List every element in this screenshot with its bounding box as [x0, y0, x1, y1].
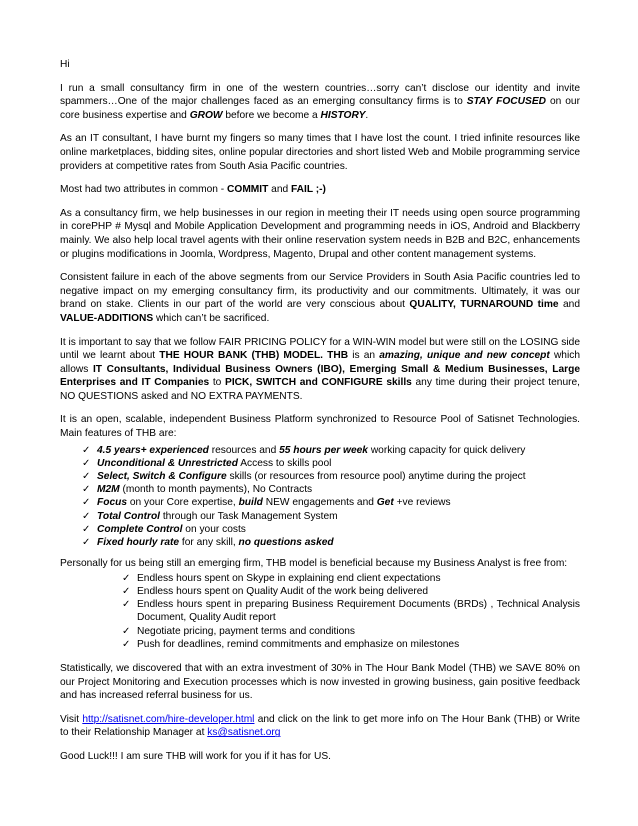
check-icon: ✓ — [82, 497, 91, 509]
text: any time during their project tenure, NO QUESTIONS asked and NO EXTRA PAYMENTS. — [60, 377, 580, 402]
text: Consistent failure in each of the above segments from our Service Providers in South Asia Pacific countries led to negative impact on my emerging consultancy firm, its productivity and our commitments. Ultimately, it was our brand on stake. Clients in our part of the world are very conscious about — [60, 272, 580, 311]
emphasis: QUALITY, TURNAROUND time — [409, 299, 559, 311]
emphasis: VALUE-ADDITIONS — [60, 312, 154, 324]
text: on your costs — [182, 523, 246, 535]
emphasis: IT Consultants, Individual Business Owners (IBO), Emerging Small & Medium Businesses, Large Enterprises and IT Companies — [60, 363, 581, 389]
emphasis: Fixed hourly rate — [97, 537, 180, 549]
text: Most had two attributes in common - — [60, 184, 228, 196]
list-item — [122, 572, 580, 585]
text: Visit — [60, 713, 83, 725]
check-icon: ✓ — [82, 444, 91, 456]
list-item — [122, 638, 580, 651]
emphasis: COMMIT — [227, 184, 269, 196]
text: . — [365, 109, 369, 121]
emphasis: THE HOUR BANK (THB) MODEL. THB — [159, 350, 349, 362]
list-item — [82, 483, 580, 496]
text: Negotiate pricing, payment terms and conditions — [137, 625, 356, 637]
list-item — [82, 457, 580, 470]
text: is an — [348, 350, 380, 362]
paragraph-personal: Personally for us being still an emerging firm, THB model is beneficial because my Business Analyst is free from: — [60, 558, 568, 570]
emphasis: STAY FOCUSED — [466, 96, 546, 108]
text: +ve reviews — [393, 497, 451, 509]
paragraph-platform: It is an open, scalable, independent Business Platform synchronized to Resource Pool of Satisnet Technologies. Main features of THB are: — [60, 414, 580, 440]
check-icon: ✓ — [82, 457, 91, 469]
paragraph-thb-model — [60, 336, 580, 404]
text: (month to month payments), No Contracts — [119, 484, 313, 496]
emphasis: GROW — [189, 109, 223, 121]
greeting: Hi — [60, 59, 70, 70]
check-icon: ✓ — [122, 586, 131, 598]
paragraph-experience: As an IT consultant, I have burnt my fingers so many times that I have lost the count. I tried infinite resources like online marketplaces, bidding sites, online popular directories and short listed Web and Mobile programming service providers at competitive rates from South Asia Pacific countries. — [60, 133, 580, 172]
emphasis: FAIL ;-) — [291, 184, 326, 196]
check-icon: ✓ — [122, 625, 131, 637]
features-list — [60, 444, 580, 550]
check-icon: ✓ — [82, 523, 91, 535]
list-item — [82, 444, 580, 457]
list-item — [82, 536, 580, 549]
check-icon: ✓ — [122, 572, 131, 584]
emphasis: Complete Control — [97, 523, 183, 535]
text: through our Task Management System — [160, 510, 338, 522]
paragraph-attributes — [60, 183, 580, 197]
emphasis: Total Control — [97, 510, 160, 522]
text: before we become a — [222, 109, 321, 121]
text: Endless hours spent on Skype in explaining end client expectations — [137, 572, 441, 584]
text: for any skill, — [179, 537, 239, 549]
text: NEW engagements and — [262, 497, 377, 509]
text: on your Core expertise, — [127, 497, 239, 509]
list-item — [122, 598, 580, 624]
emphasis: build — [238, 497, 263, 509]
check-icon: ✓ — [82, 537, 91, 549]
text: to — [209, 377, 226, 389]
emphasis: amazing, unique and new concept — [379, 350, 550, 362]
email-link[interactable]: ks@satisnet.org — [207, 727, 281, 739]
emphasis: Unconditional & Unrestricted — [97, 457, 238, 469]
text: skills (or resources from resource pool) anytime during the project — [226, 471, 526, 483]
paragraph-intro — [60, 82, 580, 123]
text: which can’t be sacrificed. — [153, 312, 270, 324]
paragraph-failure — [60, 271, 580, 325]
emphasis: Select, Switch & Configure — [97, 471, 227, 483]
closing-line: Good Luck!!! I am sure THB will work for you if it has for US. — [60, 751, 332, 763]
emphasis: HISTORY — [320, 109, 366, 121]
benefits-list — [60, 572, 580, 651]
emphasis: Focus — [97, 497, 128, 509]
list-item — [122, 585, 580, 598]
emphasis: no questions asked — [238, 537, 334, 549]
check-icon: ✓ — [122, 599, 131, 611]
paragraph-contact — [60, 713, 580, 740]
check-icon: ✓ — [82, 510, 91, 522]
text: Endless hours spent in preparing Business Requirement Documents (BRDs) , Technical Analysis Document, Quality Audit report — [137, 599, 580, 624]
emphasis: 55 hours per week — [279, 444, 368, 456]
text: Endless hours spent on Quality Audit of the work being delivered — [137, 586, 429, 598]
paragraph-statistics: Statistically, we discovered that with an extra investment of 30% in The Hour Bank Model (THB) we SAVE 80% on our Project Monitoring and Execution processes which is now invested in growing business, gain positive feedback and has increased referral business for us. — [60, 663, 580, 702]
text: which allows — [60, 350, 580, 375]
letter-body — [60, 58, 580, 764]
text: and click on the link to get more info on The Hour Bank (THB) or Write to their Relationship Manager at — [60, 713, 580, 739]
hire-developer-link[interactable]: http://satisnet.com/hire-developer.html — [82, 713, 255, 725]
text: working capacity for quick delivery — [367, 444, 526, 456]
text: Push for deadlines, remind commitments and emphasize on milestones — [137, 638, 460, 650]
list-item — [82, 496, 580, 509]
emphasis: PICK, SWITCH and CONFIGURE skills — [225, 377, 412, 389]
paragraph-services: As a consultancy firm, we help businesses in our region in meeting their IT needs using open source programming in corePHP # Mysql and Mobile Application Development and programming needs in iOS, Android and Blackberry mainly. We also help local travel agents with their online reservation system needs in B2B and B2C, enhancements or plugins modifications in Joomla, Wordpress, Magento, Drupal and other content management systems. — [60, 207, 580, 260]
list-item — [82, 510, 580, 523]
list-item — [82, 523, 580, 536]
text: Access to skills pool — [237, 457, 332, 469]
check-icon: ✓ — [82, 471, 91, 483]
check-icon: ✓ — [82, 484, 91, 496]
list-item — [122, 625, 580, 638]
text: It is important to say that we follow FAIR PRICING POLICY for a WIN-WIN model but were still on the LOSING side until we learnt about — [60, 336, 580, 362]
list-item — [82, 470, 580, 483]
text: and — [268, 184, 292, 196]
emphasis: M2M — [97, 484, 120, 496]
emphasis: Get — [376, 497, 394, 509]
check-icon: ✓ — [122, 638, 131, 650]
text: and — [558, 299, 580, 311]
text: resources and — [208, 444, 280, 456]
text: I run a small consultancy firm in one of the western countries…sorry can’t disclose our identity and invite spammers…One of the major challenges faced as an emerging consultancy firms is to — [60, 82, 580, 108]
text: on our core business expertise and — [60, 96, 580, 121]
emphasis: 4.5 years+ experienced — [97, 444, 209, 456]
